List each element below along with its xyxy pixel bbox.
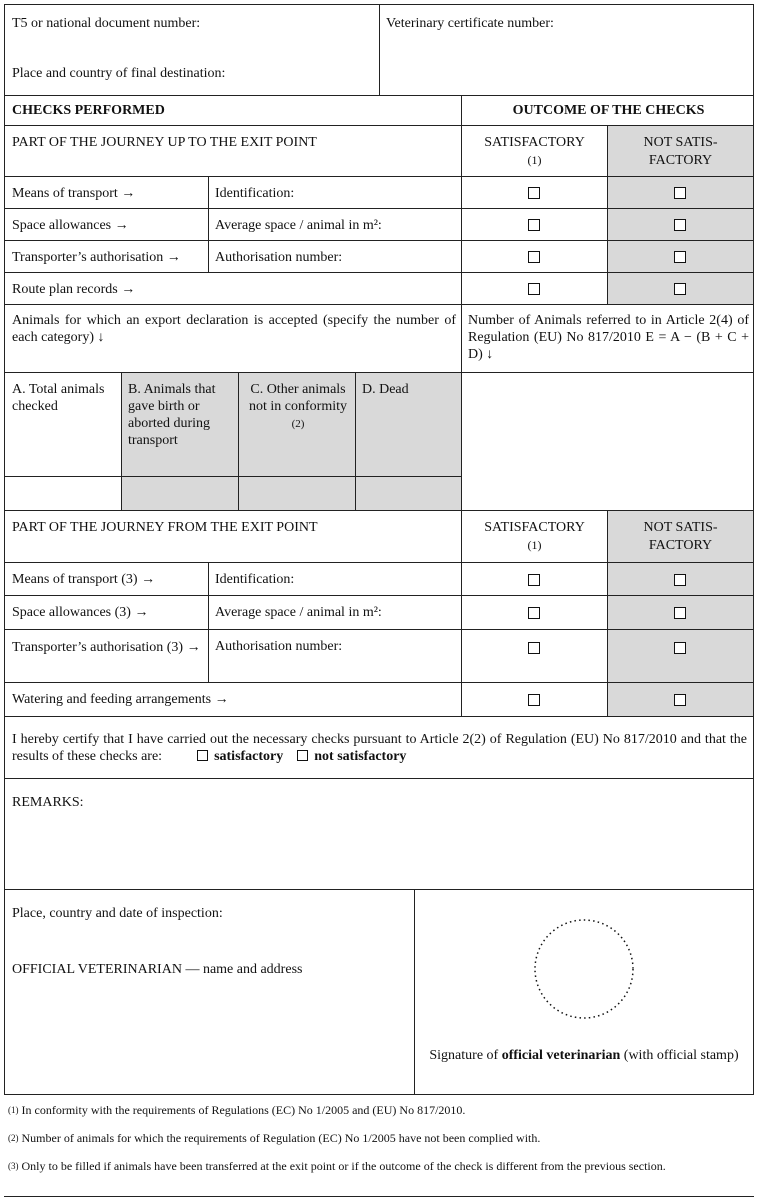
checkbox[interactable] <box>528 694 540 706</box>
checkbox[interactable] <box>528 574 540 586</box>
p1-row3-sat <box>461 240 608 273</box>
p1-row1-sat <box>461 176 608 209</box>
remarks-label: REMARKS: <box>12 795 84 810</box>
checkbox[interactable] <box>674 607 686 619</box>
cat-c-label <box>242 381 354 433</box>
part2-title: PART OF THE JOURNEY FROM THE EXIT POINT <box>12 520 318 535</box>
transporter-authorisation-label: Transporter’s authorisation → <box>12 250 181 265</box>
identification-label: Identification: <box>215 572 295 587</box>
means-of-transport-label: Means of transport → <box>12 186 136 201</box>
cat-d-cell <box>355 372 462 477</box>
checkbox[interactable] <box>528 187 540 199</box>
cat-c-cell <box>238 372 356 477</box>
watering-feeding-label: Watering and feeding arrangements → <box>12 692 229 707</box>
footnote-1 <box>8 1103 750 1118</box>
signature-bold: official veterinarian <box>501 1048 621 1063</box>
cat-a-label: A. Total animals checked <box>12 382 105 414</box>
p1-row3-notsat <box>607 240 754 273</box>
vet-cert-cell <box>379 4 754 96</box>
checks-performed-heading: CHECKS PERFORMED <box>12 103 165 118</box>
footnote-1-number: (1) <box>8 1105 19 1115</box>
cat-a-value[interactable] <box>4 476 122 511</box>
part1-title-cell <box>4 125 462 177</box>
vet-cert-label: Veterinary certificate number: <box>386 16 554 31</box>
transporter-authorisation-label: Transporter’s authorisation (3) → <box>12 640 201 655</box>
footnote-1-text: In conformity with the requirements of Regulations (EC) No 1/2005 and (EU) No 817/2010. <box>21 1103 466 1117</box>
checkbox[interactable] <box>528 283 540 295</box>
part1-title: PART OF THE JOURNEY UP TO THE EXIT POINT <box>12 135 317 150</box>
p1-row2-sat <box>461 208 608 241</box>
checkbox[interactable] <box>674 283 686 295</box>
outcome-heading: OUTCOME OF THE CHECKS <box>512 103 705 118</box>
certification-statement: I hereby certify that I have carried out the necessary checks pursuant to Article 2(2) of Regulation (EU) No 817/2010 and that the results of these checks are: <box>12 732 747 764</box>
p1-row3-left <box>4 240 209 273</box>
part1-satisfactory-cell <box>461 125 608 177</box>
part2-title-cell <box>4 510 462 563</box>
checkbox[interactable] <box>528 219 540 231</box>
certify-not-satisfactory-label: not satisfactory <box>314 749 407 764</box>
cat-b-cell <box>121 372 239 477</box>
checkbox[interactable] <box>674 251 686 263</box>
identification-label: Identification: <box>215 186 295 201</box>
p2-row3-notsat <box>607 629 754 683</box>
checkbox[interactable] <box>674 694 686 706</box>
signature-label <box>425 1047 743 1064</box>
checkbox[interactable] <box>528 251 540 263</box>
cat-d-value[interactable] <box>355 476 462 511</box>
part1-not-satisfactory-cell <box>607 125 754 177</box>
p2-row1-right <box>208 562 462 596</box>
certification-cell <box>4 716 754 779</box>
footnote-3-text: Only to be filled if animals have been transferred at the exit point or if the outcome of the check is different from the previous section. <box>21 1159 666 1173</box>
satisfactory-note: (1) <box>527 153 542 167</box>
p1-row3-right <box>208 240 462 273</box>
footnote-2-text: Number of animals for which the requirements of Regulation (EC) No 1/2005 have not been complied with. <box>21 1131 541 1145</box>
authorisation-number-label: Authorisation number: <box>215 639 343 654</box>
authorisation-number-label: Authorisation number: <box>215 250 343 265</box>
number-e-value-cell[interactable] <box>461 372 754 511</box>
checkbox[interactable] <box>528 642 540 654</box>
checkbox[interactable] <box>674 187 686 199</box>
checks-performed-cell <box>4 95 462 126</box>
remarks-cell[interactable] <box>4 778 754 890</box>
cat-c-value[interactable] <box>238 476 356 511</box>
satisfactory-label: SATISFACTORY <box>484 520 585 535</box>
bottom-rule <box>4 1196 754 1197</box>
p1-row4-left <box>4 272 462 305</box>
certification-text <box>12 731 747 765</box>
p2-row4-notsat <box>607 682 754 717</box>
p1-row2-left <box>4 208 209 241</box>
certify-satisfactory-checkbox[interactable] <box>197 750 208 761</box>
route-plan-label: Route plan records → <box>12 282 136 297</box>
checkbox[interactable] <box>674 642 686 654</box>
p2-row2-left <box>4 595 209 630</box>
p1-row1-notsat <box>607 176 754 209</box>
part2-not-satisfactory-cell <box>607 510 754 563</box>
p2-row2-notsat <box>607 595 754 630</box>
p1-row2-right <box>208 208 462 241</box>
p1-row4-notsat <box>607 272 754 305</box>
official-veterinarian-label: OFFICIAL VETERINARIAN — name and address <box>12 962 303 977</box>
p2-row4-left <box>4 682 462 717</box>
certify-satisfactory-label: satisfactory <box>214 749 284 764</box>
p2-row3-right <box>208 629 462 683</box>
doc-number-label: T5 or national document number: <box>12 16 201 31</box>
cat-c-note: (2) <box>291 418 305 430</box>
not-satisfactory-label-2: FACTORY <box>648 153 713 168</box>
footnote-3-number: (3) <box>8 1161 19 1171</box>
p1-row1-left <box>4 176 209 209</box>
place-date-label: Place, country and date of inspection: <box>12 906 223 921</box>
space-allowances-label: Space allowances (3) → <box>12 605 149 620</box>
doc-number-cell <box>4 4 380 96</box>
p2-row3-left <box>4 629 209 683</box>
footnote-2-number: (2) <box>8 1133 19 1143</box>
checkbox[interactable] <box>528 607 540 619</box>
inspection-cell[interactable] <box>4 889 415 1095</box>
footnote-2 <box>8 1131 750 1146</box>
p1-row1-right <box>208 176 462 209</box>
signature-cell[interactable] <box>414 889 754 1095</box>
p2-row4-sat <box>461 682 608 717</box>
cat-c-text: C. Other animals not in conformity <box>249 382 347 414</box>
p1-row4-sat <box>461 272 608 305</box>
signature-pre: Signature of <box>429 1048 502 1063</box>
not-satisfactory-label-2: FACTORY <box>648 538 713 553</box>
means-of-transport-label: Means of transport (3) → <box>12 572 156 587</box>
not-satisfactory-label-1: NOT SATIS- <box>643 520 718 535</box>
p2-row1-notsat <box>607 562 754 596</box>
satisfactory-note: (1) <box>527 538 542 552</box>
signature-post: (with official stamp) <box>620 1048 739 1063</box>
cat-b-label: B. Animals that gave birth or aborted during transport <box>128 382 216 448</box>
p2-row2-sat <box>461 595 608 630</box>
p2-row3-sat <box>461 629 608 683</box>
not-satisfactory-label-1: NOT SATIS- <box>643 135 718 150</box>
checkbox[interactable] <box>674 574 686 586</box>
export-declaration-cell <box>4 304 462 373</box>
export-declaration-text: Animals for which an export declaration is accepted (specify the number of each category) ↓ <box>12 313 456 345</box>
footnote-3 <box>8 1159 750 1174</box>
number-ref-text: Number of Animals referred to in Article 2(4) of Regulation (EU) No 817/2010 E = A − (B + C + D) ↓ <box>468 313 749 362</box>
stamp-circle <box>530 915 640 1025</box>
cat-d-label: D. Dead <box>362 382 409 397</box>
p2-row1-left <box>4 562 209 596</box>
average-space-label: Average space / animal in m²: <box>215 218 382 233</box>
space-allowances-label: Space allowances → <box>12 218 129 233</box>
average-space-label: Average space / animal in m²: <box>215 605 382 620</box>
checkbox[interactable] <box>674 219 686 231</box>
number-ref-cell <box>461 304 754 373</box>
certify-not-satisfactory-checkbox[interactable] <box>297 750 308 761</box>
p1-row2-notsat <box>607 208 754 241</box>
p2-row2-right <box>208 595 462 630</box>
satisfactory-label: SATISFACTORY <box>484 135 585 150</box>
outcome-cell <box>461 95 754 126</box>
p2-row1-sat <box>461 562 608 596</box>
cat-b-value[interactable] <box>121 476 239 511</box>
final-destination-label: Place and country of final destination: <box>12 66 226 81</box>
part2-satisfactory-cell <box>461 510 608 563</box>
cat-a-cell <box>4 372 122 477</box>
